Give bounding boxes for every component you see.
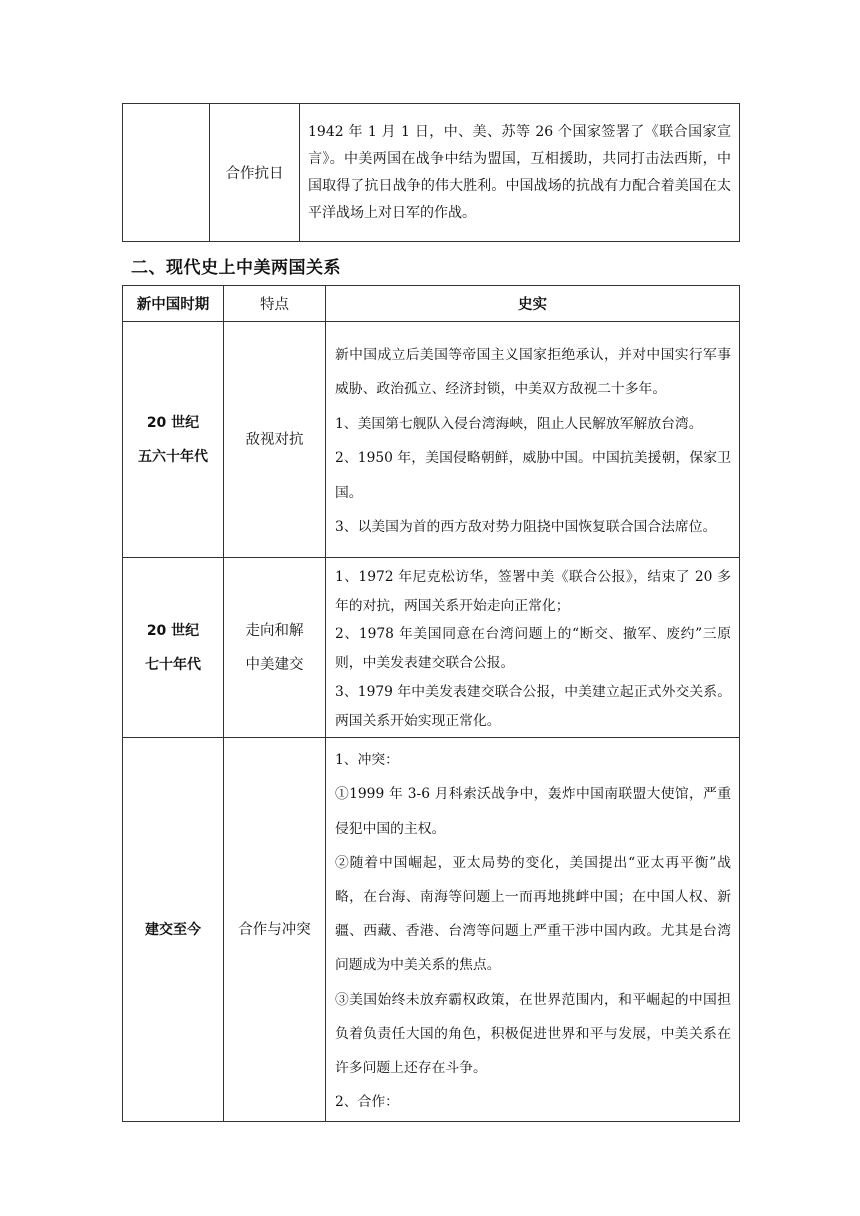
facts-cell bbox=[326, 738, 740, 1122]
fact-paragraph: 2、合作： bbox=[335, 1094, 399, 1111]
fact-paragraph: 1、冲突： bbox=[335, 752, 399, 769]
history-table-continued bbox=[122, 103, 740, 242]
feature-line: 敌视对抗 bbox=[245, 431, 304, 448]
header-period: 新中国时期 bbox=[123, 286, 224, 322]
table-header-row bbox=[123, 286, 740, 322]
facts-cell bbox=[326, 558, 740, 738]
fact-paragraph: ②随着中国崛起，亚太局势的变化，美国提出“亚太再平衡”战略，在台海、南海等问题上一而再地挑衅中国；在中国人权、新疆、西藏、香港、台湾等问题上严重干涉中国内政。尤其是台湾问题成为中美关系的焦点。 bbox=[335, 854, 731, 974]
fact-cell: 1942 年 1 月 1 日，中、美、苏等 26 个国家签署了《联合国家宣言》。中美两国在战争中结为盟国，互相援助，共同打击法西斯，中国取得了抗日战争的伟大胜利。中国战场的抗战有力配合着美国在太平洋战场上对日军的作战。 bbox=[300, 104, 740, 242]
fact-paragraph: 2、1978 年美国同意在台湾问题上的“断交、撤军、废约”三原则，中美发表建交联合公报。 bbox=[335, 626, 731, 672]
period-cell bbox=[123, 558, 224, 738]
fact-paragraph: ①1999 年 3-6 月科索沃战争中，轰炸中国南联盟大使馆，严重侵犯中国的主权。 bbox=[335, 786, 731, 837]
period-line: 20 世纪 bbox=[146, 622, 200, 639]
feature-cell bbox=[224, 322, 326, 558]
fact-paragraph: 1、美国第七舰队入侵台湾海峡，阻止人民解放军解放台湾。 bbox=[335, 415, 703, 432]
table-row bbox=[123, 558, 740, 738]
header-facts: 史实 bbox=[326, 286, 740, 322]
facts-cell bbox=[326, 322, 740, 558]
feature-cell bbox=[224, 738, 326, 1122]
period-cell bbox=[123, 738, 224, 1122]
table-row bbox=[123, 322, 740, 558]
fact-paragraph: 3、1979 年中美发表建交联合公报，中美建立起正式外交关系。两国关系开始实现正常化。 bbox=[335, 683, 731, 729]
fact-paragraph: 3、以美国为首的西方敌对势力阻挠中国恢复联合国合法席位。 bbox=[335, 519, 717, 535]
period-line: 五六十年代 bbox=[138, 448, 208, 465]
feature-line: 走向和解 bbox=[245, 622, 304, 639]
table-row bbox=[123, 104, 740, 242]
table-row bbox=[123, 738, 740, 1122]
period-line: 建交至今 bbox=[145, 921, 201, 938]
feature-line: 合作与冲突 bbox=[238, 921, 311, 938]
feature-line: 中美建交 bbox=[245, 656, 304, 673]
period-cell bbox=[123, 322, 224, 558]
fact-paragraph: 新中国成立后美国等帝国主义国家拒绝承认，并对中国实行军事威胁、政治孤立、经济封锁，中美双方敌视二十多年。 bbox=[335, 346, 731, 397]
us-china-relations-table bbox=[122, 285, 740, 1122]
period-cell bbox=[123, 104, 210, 242]
period-line: 20 世纪 bbox=[146, 414, 200, 431]
feature-cell: 合作抗日 bbox=[210, 104, 300, 242]
fact-paragraph: ③美国始终未放弃霸权政策，在世界范围内，和平崛起的中国担负着负责任大国的角色，积极促进世界和平与发展，中美关系在许多问题上还存在斗争。 bbox=[335, 991, 731, 1077]
feature-cell bbox=[224, 558, 326, 738]
period-line: 七十年代 bbox=[145, 656, 201, 673]
fact-paragraph: 1、1972 年尼克松访华，签署中美《联合公报》，结束了 20 多年的对抗，两国关系开始走向正常化； bbox=[335, 569, 731, 614]
header-feature: 特点 bbox=[224, 286, 326, 322]
fact-paragraph: 2、1950 年，美国侵略朝鲜，威胁中国。中国抗美援朝，保家卫国。 bbox=[335, 450, 731, 501]
section-title: 二、现代史上中美两国关系 bbox=[131, 258, 341, 278]
